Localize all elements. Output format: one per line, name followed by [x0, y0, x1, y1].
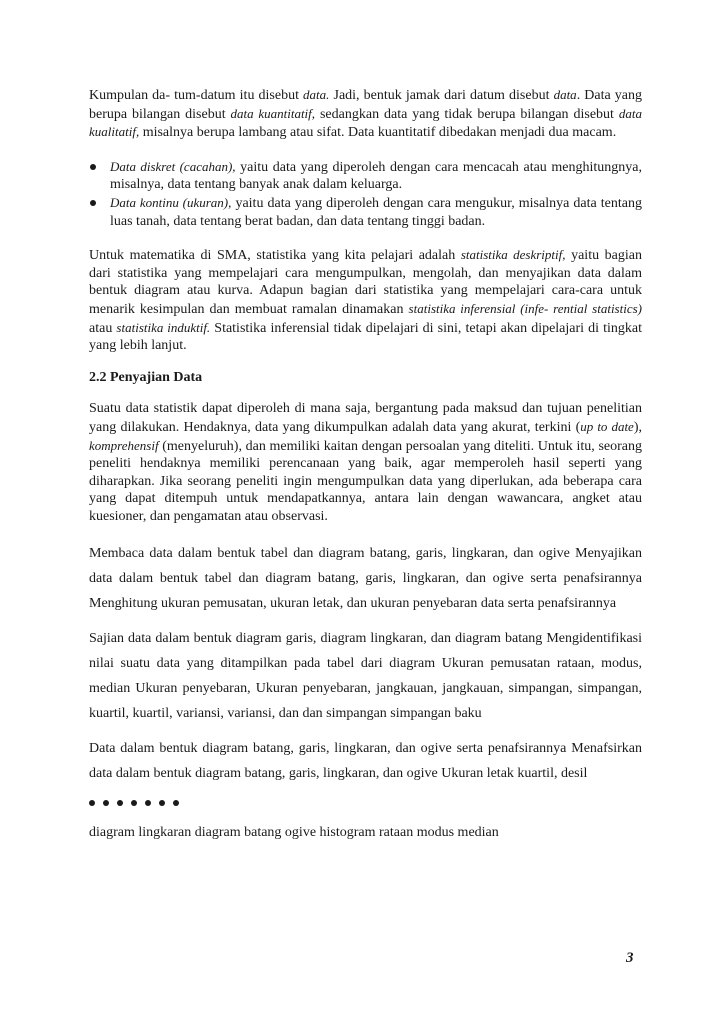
list-item — [89, 194, 642, 230]
dot-icon — [159, 800, 165, 806]
paragraph-objectives-3: Data dalam bentuk diagram batang, garis, lingkaran, dan ogive serta penafsirannya Menafsirkan data dalam bentuk diagram batang, garis, lingkaran, dan ogive Ukuran letak kuartil, desil — [89, 741, 642, 782]
text-run: Kumpulan da- tum-datum itu disebut — [89, 88, 304, 103]
dot-icon — [89, 800, 95, 806]
italic-term: komprehensif — [89, 437, 159, 453]
bullet-icon — [90, 200, 96, 206]
dot-icon — [173, 800, 179, 806]
text-run: ), — [633, 419, 642, 435]
text-run: misalnya berupa lambang atau sifat. Data kuantitatif dibedakan menjadi dua macam. — [139, 125, 617, 141]
italic-term: up to date — [580, 418, 634, 434]
italic-term: data kualitatif, — [89, 105, 642, 140]
section-heading: 2.2 Penyajian Data — [89, 369, 203, 385]
data-type-list — [89, 158, 642, 230]
text-run: . Data yang berupa bilangan disebut — [89, 88, 642, 122]
italic-term: data — [553, 87, 577, 102]
text-run: Untuk matematika di SMA, statistika yang kita pelajari adalah — [89, 248, 461, 264]
list-item-text: yaitu data yang diperoleh dengan cara mencacah atau menghitungnya, misalnya, data tentang banyak anak dalam keluarga. — [110, 159, 642, 193]
paragraph-data-definition — [89, 86, 642, 142]
italic-term: Data kontinu (ukuran), — [110, 194, 232, 210]
paragraph-objectives-1: Membaca data dalam bentuk tabel dan diagram batang, garis, lingkaran, dan ogive Menyajikan data dalam bentuk tabel dan diagram batang, garis, lingkaran, dan ogive serta penafsirannya Menghitung ukuran pemusatan, ukuran letak, dan ukuran penyebaran data serta penafsirannya — [89, 546, 642, 612]
keywords-line: diagram lingkaran diagram batang ogive histogram rataan modus median — [89, 825, 499, 841]
paragraph-data-collection — [89, 400, 642, 525]
dot-icon — [145, 800, 151, 806]
italic-term: data. — [303, 87, 330, 102]
italic-term: statistika deskriptif, — [460, 247, 566, 263]
text-run: Suatu data statistik dapat diperoleh di mana saja, bergantung pada maksud dan tujuan penelitian yang dilakukan. Hendaknya, data yang dikumpulkan adalah data yang akurat, terkini ( — [89, 401, 642, 435]
dot-separator — [89, 790, 642, 810]
text-run: Statistika inferensial tidak dipelajari di sini, tetapi akan dipelajari di tingkat yang lebih lanjut. — [89, 320, 643, 354]
italic-term: Data diskret (cacahan), — [110, 158, 236, 174]
dot-icon — [103, 800, 109, 806]
paragraph-objectives-2: Sajian data dalam bentuk diagram garis, diagram lingkaran, dan diagram batang Mengidentifikasi nilai suatu data yang ditampilkan pada tabel dari diagram Ukuran pemusatan rataan, modus, median Ukuran penyebaran, Ukuran penyebaran, jangkauan, jangkauan, simpangan, simpangan, kuartil, kuartil, variansi, variansi, dan dan simpangan simpangan baku — [89, 631, 642, 722]
italic-term: statistika inferensial (infe- rential statistics) — [408, 300, 642, 316]
text-run: atau — [89, 320, 117, 336]
text-run: yaitu bagian dari statistika yang mempelajari cara mengumpulkan, mengolah, dan menyajikan data dalam bentuk diagram atau kurva. Adapun bagian dari statistika yang mempelajari cara-cara untuk menarik kesimpulan dan membuat ramalan dinamakan — [89, 248, 642, 317]
dot-icon — [131, 800, 137, 806]
text-run: Jadi, bentuk jamak dari datum disebut — [329, 88, 554, 103]
italic-term: data kuantitatif, — [230, 105, 316, 121]
italic-term: statistika induktif. — [116, 319, 211, 335]
bullet-icon — [90, 164, 96, 170]
document-page — [89, 86, 642, 842]
list-item-text: yaitu data yang diperoleh dengan cara mengukur, misalnya data tentang luas tanah, data tentang berat badan, dan data tentang tinggi badan. — [110, 195, 642, 229]
paragraph-statistics-types — [89, 246, 642, 355]
list-item — [89, 158, 642, 194]
dot-icon — [117, 800, 123, 806]
text-run: (menyeluruh), dan memiliki kaitan dengan persoalan yang diteliti. Untuk itu, seorang peneliti hendaknya memiliki perencanaan yang baik, agar memperoleh hasil seperti yang diharapkan. Jika seorang peneliti ingin mengumpulkan data yang diperlukan, ada beberapa cara yang dapat ditempuh untuk mendapatkannya, antara lain dengan wawancara, angket atau kuesioner, dan pengamatan atau observasi. — [89, 438, 642, 524]
page-number: 3 — [626, 950, 634, 966]
text-run: sedangkan data yang tidak berupa bilangan disebut — [315, 106, 619, 122]
